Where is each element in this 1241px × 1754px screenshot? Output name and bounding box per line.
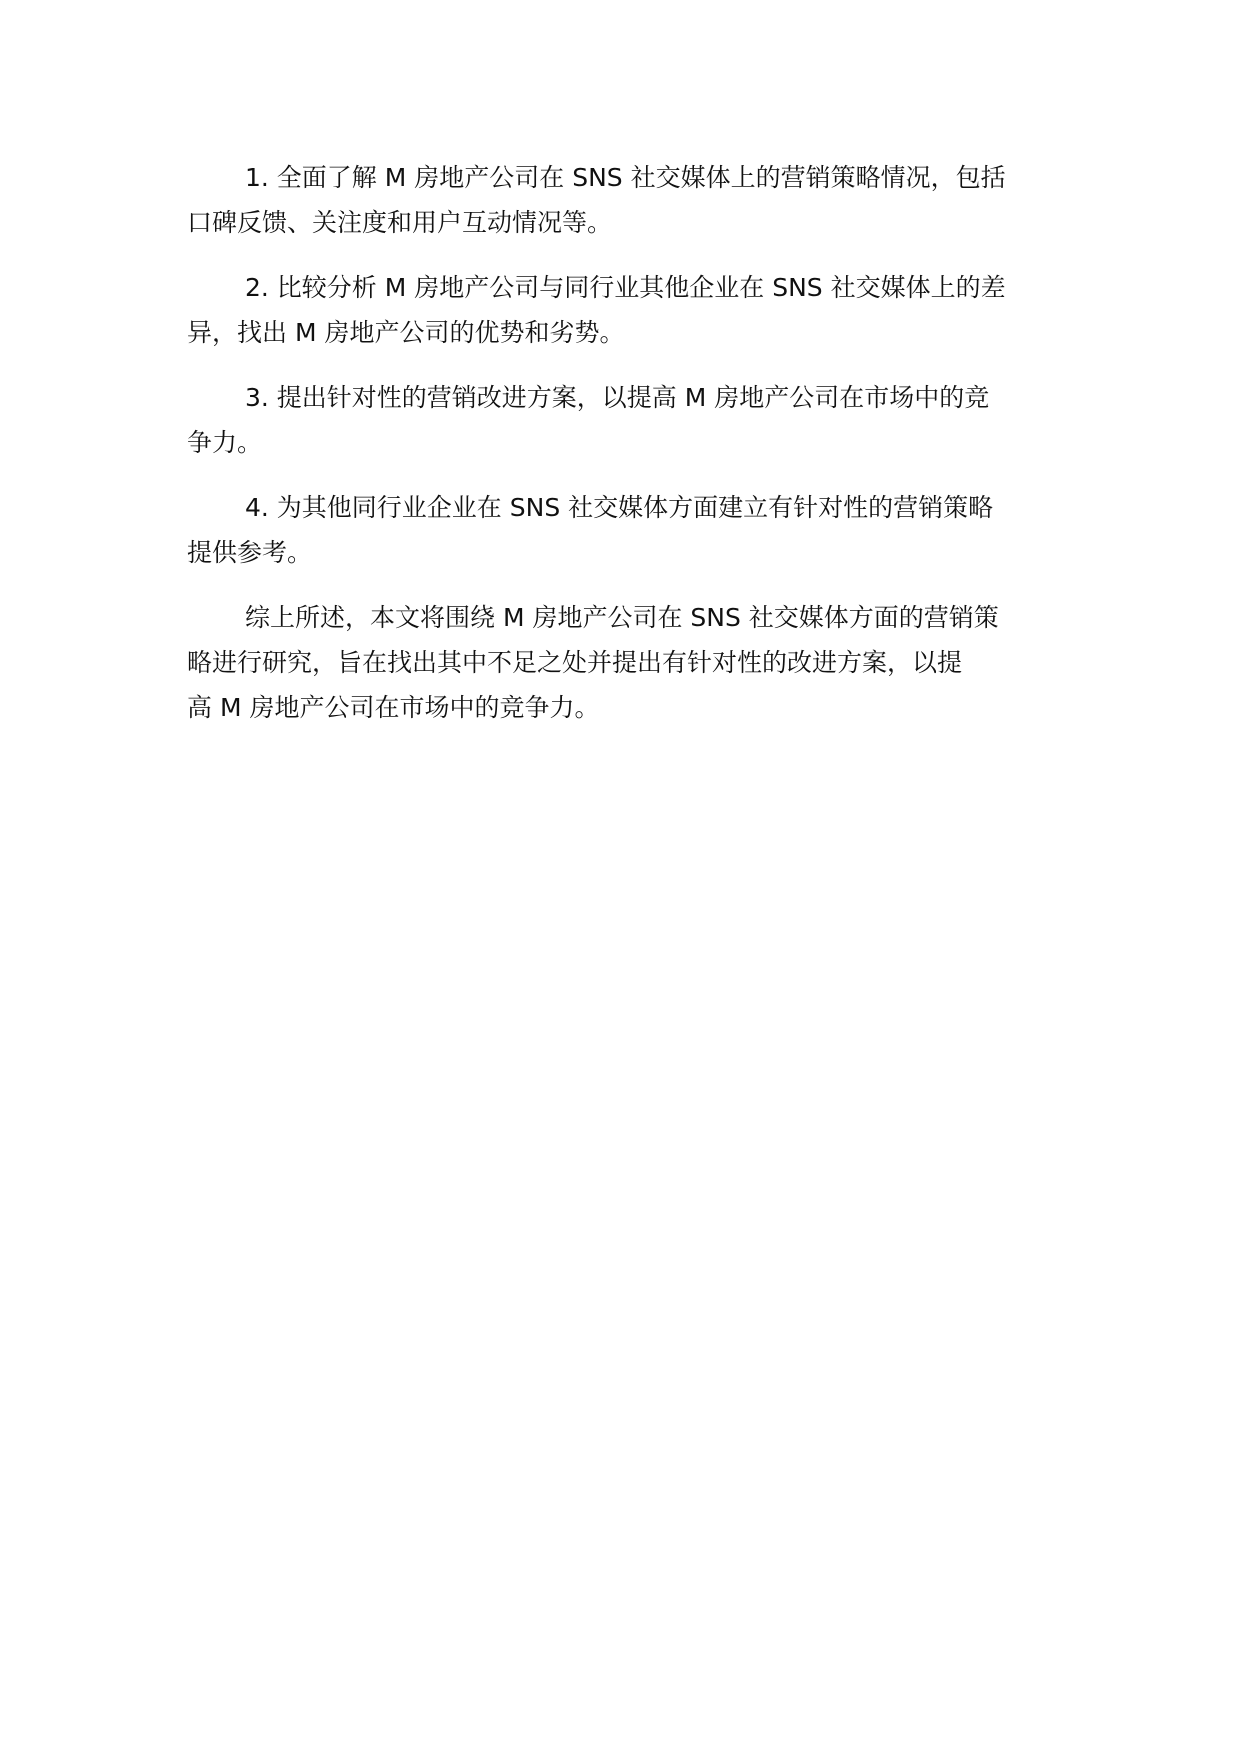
paragraph-objective-2 xyxy=(187,265,1057,355)
paragraph-line: 高 M 房地产公司在市场中的竞争力。 xyxy=(187,693,600,722)
paragraph-line: 略进行研究，旨在找出其中不足之处并提出有针对性的改进方案，以提 xyxy=(187,648,963,677)
paragraph-objective-3 xyxy=(187,375,1057,465)
paragraph-line: 3. 提出针对性的营销改进方案，以提高 M 房地产公司在市场中的竞 xyxy=(245,383,990,412)
paragraph-line: 4. 为其他同行业企业在 SNS 社交媒体方面建立有针对性的营销策略 xyxy=(245,493,994,522)
paragraph-objective-4 xyxy=(187,485,1057,575)
paragraph-line: 提供参考。 xyxy=(187,538,313,567)
document-body xyxy=(187,155,1057,750)
paragraph-line: 异，找出 M 房地产公司的优势和劣势。 xyxy=(187,318,625,347)
paragraph-line: 1. 全面了解 M 房地产公司在 SNS 社交媒体上的营销策略情况，包括 xyxy=(245,163,1006,192)
paragraph-summary xyxy=(187,595,1057,730)
paragraph-objective-1 xyxy=(187,155,1057,245)
paragraph-line: 争力。 xyxy=(187,428,263,457)
paragraph-line: 综上所述，本文将围绕 M 房地产公司在 SNS 社交媒体方面的营销策 xyxy=(245,603,999,632)
paragraph-line: 2. 比较分析 M 房地产公司与同行业其他企业在 SNS 社交媒体上的差 xyxy=(245,273,1006,302)
paragraph-line: 口碑反馈、关注度和用户互动情况等。 xyxy=(187,208,613,237)
